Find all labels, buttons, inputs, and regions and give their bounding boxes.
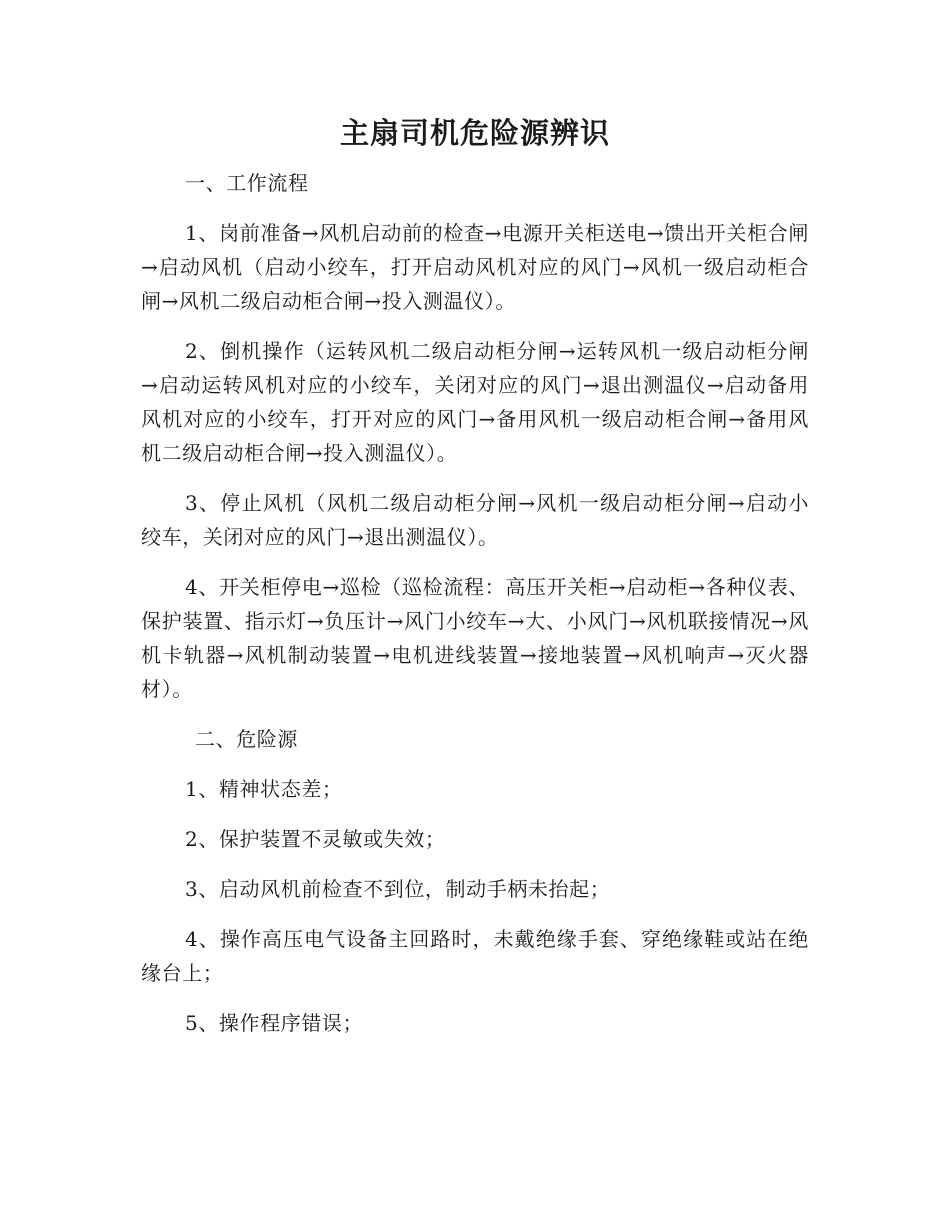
hazard-item-5: 5、操作程序错误； bbox=[185, 1011, 364, 1035]
workflow-item-3: 3、停止风机（风机二级启动柜分闸→风机一级启动柜分闸→启动小绞车，关闭对应的风门→退出测温仪）。 bbox=[141, 491, 809, 549]
hazard-item-3: 3、启动风机前检查不到位，制动手柄未抬起； bbox=[185, 877, 611, 901]
workflow-item-4: 4、开关柜停电→巡检（巡检流程：高压开关柜→启动柜→各种仪表、保护装置、指示灯→负压计→风门小绞车→大、小风门→风机联接情况→风机卡轨器→风机制动装置→电机进线装置→接地装置→风机响声→灭火器材）。 bbox=[141, 575, 809, 701]
hazard-item-4: 4、操作高压电气设备主回路时，未戴绝缘手套、穿绝缘鞋或站在绝缘台上； bbox=[141, 927, 809, 985]
workflow-item-1: 1、岗前准备→风机启动前的检查→电源开关柜送电→馈出开关柜合闸→启动风机（启动小绞车，打开启动风机对应的风门→风机一级启动柜合闸→风机二级启动柜合闸→投入测温仪）。 bbox=[141, 221, 809, 313]
hazard-item-1: 1、精神状态差； bbox=[185, 777, 343, 801]
section-heading-hazards: 二、危险源 bbox=[195, 727, 298, 751]
hazard-item-2: 2、保护装置不灵敏或失效； bbox=[185, 827, 446, 851]
section-heading-workflow: 一、工作流程 bbox=[185, 171, 309, 195]
workflow-item-2: 2、倒机操作（运转风机二级启动柜分闸→运转风机一级启动柜分闸→启动运转风机对应的小绞车，关闭对应的风门→退出测温仪→启动备用风机对应的小绞车，打开对应的风门→备用风机一级启动柜合闸→备用风机二级启动柜合闸→投入测温仪）。 bbox=[141, 339, 809, 465]
document-body bbox=[141, 166, 809, 1056]
document-title: 主扇司机危险源辨识 bbox=[339, 116, 610, 150]
